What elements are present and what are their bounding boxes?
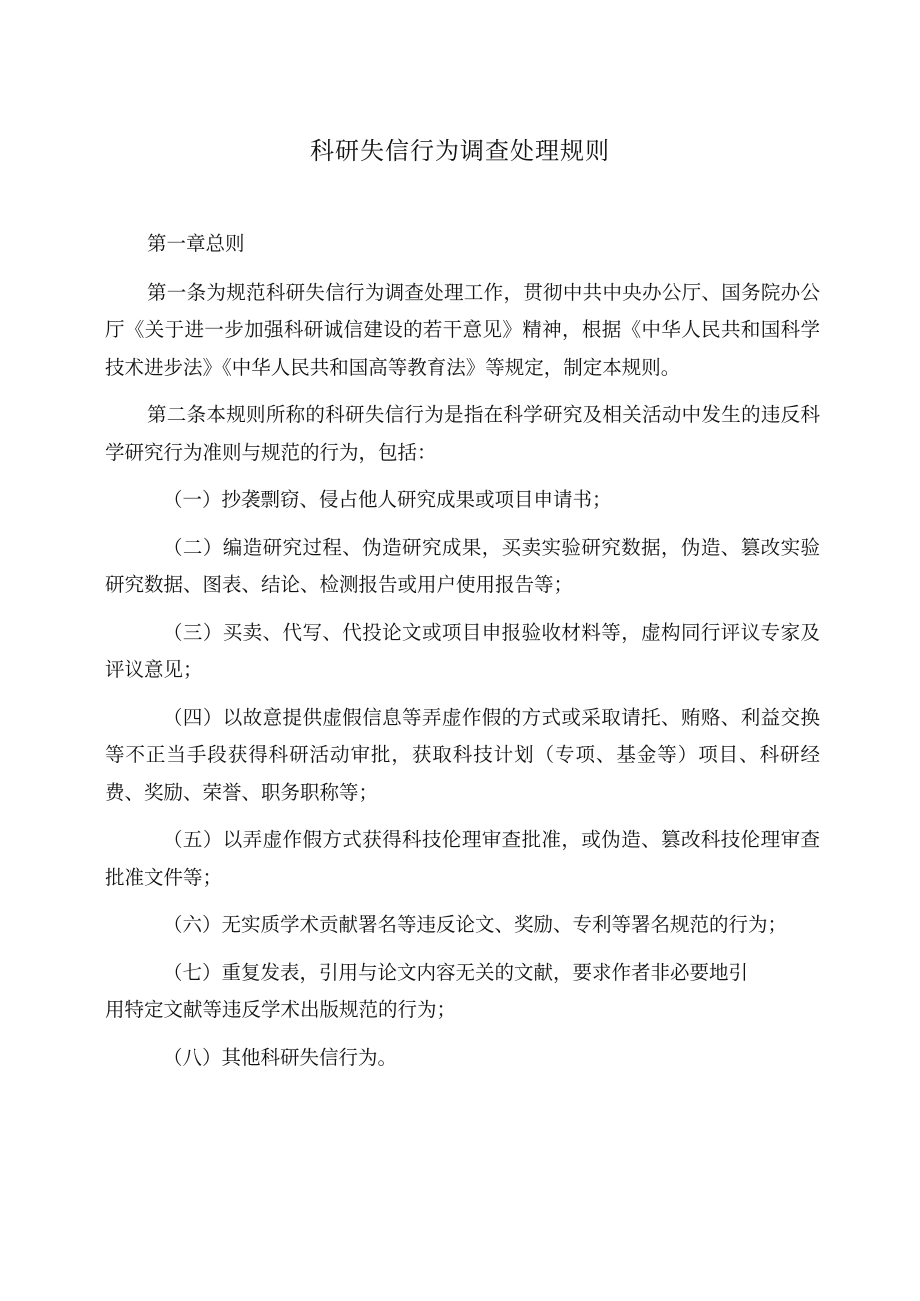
document-title: 科研失信行为调查处理规则 [310, 137, 610, 165]
list-item-continuation: 用特定文献等违反学术出版规范的行为； [105, 998, 457, 1021]
document-body [105, 225, 820, 1086]
list-item: （三）买卖、代写、代投论文或项目申报验收材料等，虚构同行评议专家及评议意见； [105, 620, 820, 681]
list-item: （七）重复发表，引用与论文内容无关的文献，要求作者非必要地引 [163, 960, 749, 984]
list-item: （二）编造研究过程、伪造研究成果，买卖实验研究数据，伪造、篡改实验研究数据、图表、结论、检测报告或用户使用报告等； [105, 535, 820, 596]
article-1: 第一条为规范科研失信行为调查处理工作，贯彻中共中央办公厅、国务院办公厅《关于进一步加强科研诚信建设的若干意见》精神，根据《中华人民共和国科学技术进步法》《中华人民共和国高等教育法》等规定，制定本规则。 [105, 280, 820, 379]
list-item: （四）以故意提供虚假信息等弄虚作假的方式或采取请托、贿赂、利益交换等不正当手段获得科研活动审批，获取科技计划（专项、基金等）项目、科研经费、奖励、荣誉、职务职称等； [105, 705, 820, 804]
list-item: （八）其他科研失信行为。 [163, 1045, 398, 1069]
list-item: （六）无实质学术贡献署名等违反论文、奖励、专利等署名规范的行为； [163, 913, 788, 936]
chapter-heading: 第一章总则 [147, 232, 245, 255]
article-2: 第二条本规则所称的科研失信行为是指在科学研究及相关活动中发生的违反科学研究行为准则与规范的行为，包括： [105, 403, 820, 464]
list-item: （一）抄袭剽窃、侵占他人研究成果或项目申请书； [163, 488, 612, 511]
list-item: （五）以弄虚作假方式获得科技伦理审查批准，或伪造、篡改科技伦理审查批准文件等； [105, 828, 820, 889]
